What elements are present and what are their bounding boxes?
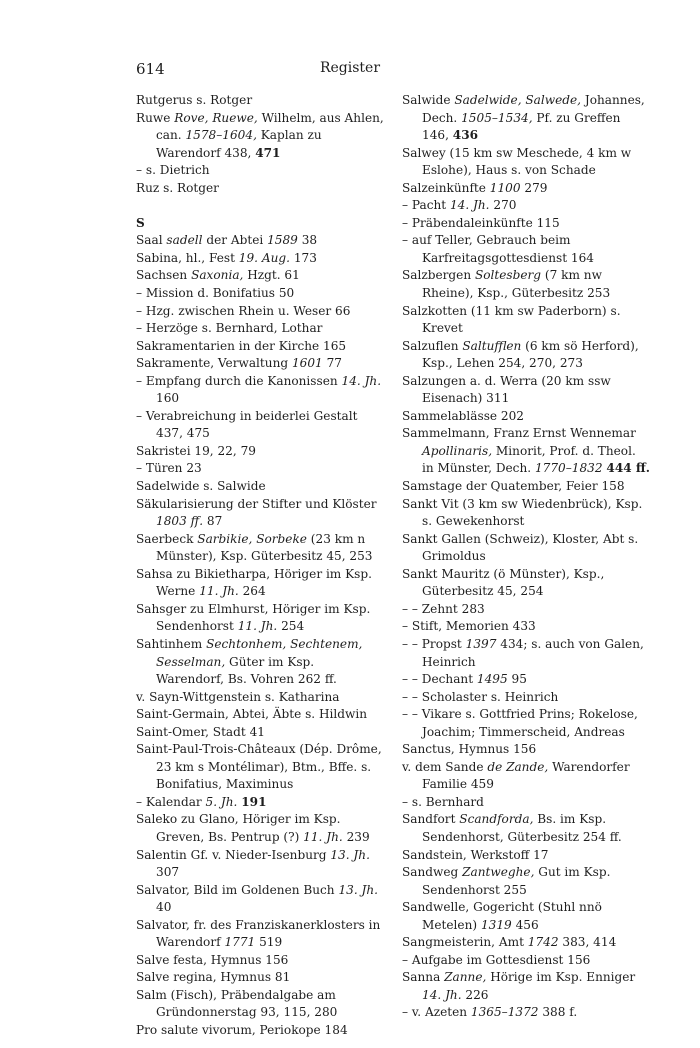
index-entry: – Empfang durch die Kanonissen 14. Jh. 160 (136, 373, 382, 406)
index-entry: – Herzöge s. Bernhard, Lothar (136, 321, 323, 336)
section-letter: S (136, 215, 145, 230)
index-entry: v. dem Sande de Zande, Warendorfer Familie 459 (402, 759, 630, 792)
index-entry: Sakramente, Verwaltung 1601 77 (136, 356, 342, 371)
index-entry: – – Propst 1397 434; s. auch von Galen, Heinrich (402, 636, 644, 669)
index-entry: – – Zehnt 283 (402, 601, 485, 616)
index-entry: – v. Azeten 1365–1372 388 f. (402, 1005, 578, 1020)
index-entry: – Aufgabe im Gottesdienst 156 (402, 952, 591, 967)
index-entry: Salzeinkünfte 1100 279 (402, 180, 548, 195)
index-entry: Saal sadell der Abtei 1589 38 (136, 233, 318, 248)
index-entry: Sandfort Scandforda, Bs. im Ksp. Sendenhorst, Güterbesitz 254 ff. (402, 812, 622, 844)
index-entry: Salzkotten (11 km sw Paderborn) s. Krevet (402, 303, 621, 336)
index-entry: Sabina, hl., Fest 19. Aug. 173 (136, 250, 317, 265)
index-entry: Salentin Gf. v. Nieder-Isenburg 13. Jh. 307 (136, 847, 370, 880)
index-entry: – Mission d. Bonifatius 50 (136, 286, 295, 301)
index-entry: Salvator, fr. des Franziskanerklosters in Warendorf 1771 519 (136, 917, 381, 950)
index-entry: Ruwe Rove, Ruewe, Wilhelm, aus Ahlen, can. 1578–1604, Kaplan zu Warendorf 438, 471 (136, 110, 384, 160)
index-entry: Saint-Omer, Stadt 41 (136, 724, 265, 739)
index-entry: Sankt Gallen (Schweiz), Kloster, Abt s. Grimoldus (402, 531, 639, 564)
index-entry: Salzbergen Soltesberg (7 km nw Rheine), Ksp., Güterbesitz 253 (402, 268, 611, 301)
index-entry: Salzuflen Saltufflen (6 km sö Herford), Ksp., Lehen 254, 270, 273 (402, 338, 639, 371)
index-entry: Ruz s. Rotger (136, 180, 219, 195)
index-entry: Sankt Vit (3 km sw Wiedenbrück), Ksp. s. Gewekenhorst (402, 496, 643, 529)
index-entry: Salm (Fisch), Präbendalgabe am Gründonnerstag 93, 115, 280 (136, 987, 338, 1020)
index-entry: Saint-Paul-Trois-Châteaux (Dép. Drôme, 23 km s Montélimar), Btm., Bffe. s. Bonifatius, Maximinus (136, 742, 382, 792)
page-number: 614 (136, 60, 165, 78)
index-entry: Sandstein, Werkstoff 17 (402, 847, 549, 862)
index-entry: Salzungen a. d. Werra (20 km ssw Eisenach) 311 (402, 373, 611, 406)
index-entry: Salvator, Bild im Goldenen Buch 13. Jh. 40 (136, 882, 379, 915)
index-entry: – – Scholaster s. Heinrich (402, 689, 559, 704)
index-entry: Pro salute vivorum, Periokope 184 (136, 1022, 348, 1037)
index-entry: Sadelwide s. Salwide (136, 479, 266, 494)
index-entry: Saleko zu Glano, Höriger im Ksp. Greven, Bs. Pentrup (?) 11. Jh. 239 (136, 812, 370, 844)
index-entry: Sanctus, Hymnus 156 (402, 742, 537, 757)
index-entry: – Pacht 14. Jh. 270 (402, 198, 517, 213)
index-entry: – Türen 23 (136, 461, 202, 476)
index-entry: Saint-Germain, Abtei, Äbte s. Hildwin (136, 707, 368, 722)
index-entry: – s. Dietrich (136, 163, 210, 178)
index-column-right (402, 92, 650, 1022)
index-entry: Samstage der Quatember, Feier 158 (402, 479, 625, 494)
index-entry: Salwide Sadelwide, Salwede, Johannes, Dech. 1505–1534, Pf. zu Greffen 146, 436 (402, 93, 645, 143)
index-entry: v. Sayn-Wittgenstein s. Katharina (136, 689, 340, 704)
index-entry: Sachsen Saxonia, Hzgt. 61 (136, 268, 300, 283)
index-entry: – Hzg. zwischen Rhein u. Weser 66 (136, 303, 351, 318)
index-entry: – auf Teller, Gebrauch beim Karfreitagsgottesdienst 164 (402, 233, 594, 265)
index-entry: Sahsa zu Bikietharpa, Höriger im Ksp. Werne 11. Jh. 264 (136, 566, 372, 599)
index-entry: Sakristei 19, 22, 79 (136, 443, 256, 458)
index-entry: Sandwelle, Gogericht (Stuhl nnö Metelen) 1319 456 (402, 900, 602, 932)
section-spacer (136, 197, 384, 215)
index-entry: Sammelablässe 202 (402, 408, 524, 423)
index-entry: Sammelmann, Franz Ernst Wennemar Apollinaris, Minorit, Prof. d. Theol. in Münster, Dech. 1770–1832 444 ff. (402, 426, 650, 476)
index-entry: Sahtinhem Sechtonhem, Sechtenem, Sesselman, Güter im Ksp. Warendorf, Bs. Vohren 262 ff. (136, 636, 363, 687)
index-entry: Sangmeisterin, Amt 1742 383, 414 (402, 935, 617, 950)
index-entry: Saerbeck Sarbikie, Sorbeke (23 km n Münster), Ksp. Güterbesitz 45, 253 (136, 531, 373, 564)
index-entry: Salve festa, Hymnus 156 (136, 952, 289, 967)
index-entry: Sahsger zu Elmhurst, Höriger im Ksp. Sendenhorst 11. Jh. 254 (136, 601, 371, 634)
index-entry: Rutgerus s. Rotger (136, 93, 253, 107)
index-entry: – s. Bernhard (402, 794, 484, 809)
running-head: Register (319, 60, 381, 76)
index-entry: – Kalendar 5. Jh. 191 (136, 794, 267, 809)
index-entry: Sandweg Zantweghe, Gut im Ksp. Sendenhorst 255 (402, 865, 611, 897)
index-entry: – Stift, Memorien 433 (402, 619, 536, 634)
index-entry: Sankt Mauritz (ö Münster), Ksp., Güterbesitz 45, 254 (402, 566, 605, 599)
index-entry: Säkularisierung der Stifter und Klöster 1803 ff. 87 (136, 496, 377, 529)
index-entry: – – Dechant 1495 95 (402, 672, 527, 687)
index-entry: Sakramentarien in der Kirche 165 (136, 338, 347, 353)
index-entry: Salve regina, Hymnus 81 (136, 970, 291, 985)
index-entry: – Präbendaleinkünfte 115 (402, 215, 560, 230)
index-entry: – Verabreichung in beiderlei Gestalt 437, 475 (136, 408, 358, 441)
index-entry: Salwey (15 km sw Meschede, 4 km w Eslohe), Haus s. von Schade (402, 145, 632, 178)
index-entry: Sanna Zanne, Hörige im Ksp. Enniger 14. Jh. 226 (402, 970, 636, 1002)
index-column-left (136, 92, 384, 1040)
index-entry: – – Vikare s. Gottfried Prins; Rokelose, Joachim; Timmerscheid, Andreas (402, 707, 638, 739)
